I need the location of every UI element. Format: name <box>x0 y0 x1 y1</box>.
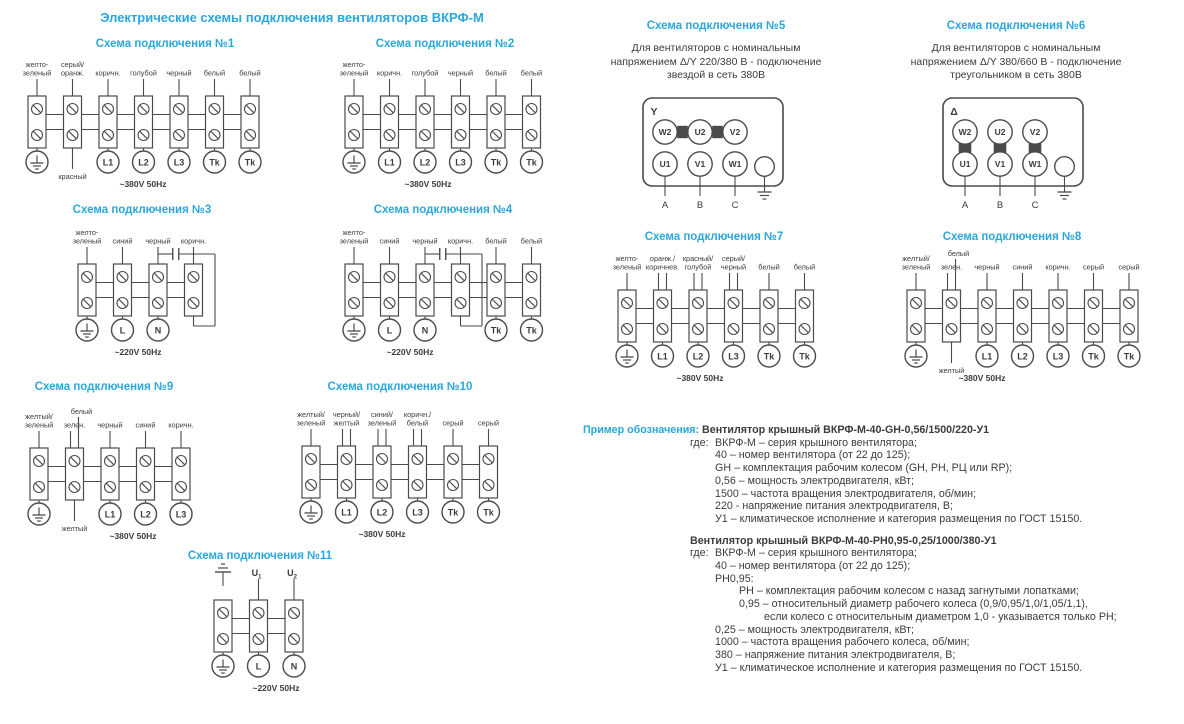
svg-text:C: C <box>731 200 739 211</box>
svg-text:черный: черный <box>447 68 474 78</box>
svg-text:черный/: черный/ <box>332 410 361 419</box>
svg-text:Y: Y <box>650 106 658 118</box>
scheme-5-title: Схема подключения №5 <box>646 20 786 32</box>
scheme-11-diagram <box>193 560 324 696</box>
example-line: 0,95 – относительный диаметр рабочего колеса (0,9/0,95/1,0/1,05/1,1), <box>739 598 1088 611</box>
terminal-block <box>1045 263 1070 368</box>
scheme-6-desc-line: Для вентиляторов с номинальным <box>931 42 1101 54</box>
scheme-9-diagram <box>9 408 211 544</box>
svg-text:N: N <box>290 661 298 672</box>
scheme-3-title: Схема подключения №3 <box>72 204 212 216</box>
terminal-block <box>412 69 439 174</box>
terminal-block <box>794 263 816 368</box>
terminal-block <box>340 60 369 173</box>
svg-text:W1: W1 <box>1028 159 1042 169</box>
svg-text:белый: белый <box>485 68 507 78</box>
svg-text:желтый: желтый <box>938 366 965 375</box>
example-line: если колесо с относительным диаметром 1,0 - указывается только РН; <box>764 610 1117 623</box>
svg-text:L1: L1 <box>384 157 395 168</box>
svg-text:~380V 50Hz: ~380V 50Hz <box>358 529 406 539</box>
terminal-block <box>939 249 970 375</box>
terminal-block <box>212 564 234 677</box>
svg-text:желтый: желтый <box>61 524 88 533</box>
example-line: РН – комплектация рабочим колесом с назад загнутыми лопатками; <box>739 585 1079 598</box>
svg-text:U1: U1 <box>959 159 971 169</box>
svg-text:B: B <box>996 200 1004 211</box>
example-line: РН0,95: <box>715 572 754 585</box>
svg-text:черный: черный <box>166 68 192 78</box>
svg-text:красный: красный <box>58 172 87 181</box>
example-lead: Пример обозначения: <box>583 424 700 436</box>
scheme-4-diagram <box>324 224 562 360</box>
svg-text:синий: синий <box>112 236 133 246</box>
svg-text:L2: L2 <box>1017 351 1028 362</box>
scheme-7-diagram <box>597 250 835 386</box>
svg-text:белый: белый <box>947 249 970 258</box>
scheme-5-desc-line: Для вентиляторов с номинальным <box>631 42 801 54</box>
svg-text:коричн./: коричн./ <box>403 410 432 419</box>
terminal-block <box>204 69 226 174</box>
svg-text:желто-: желто- <box>75 228 99 237</box>
svg-text:красный/: красный/ <box>682 254 714 263</box>
svg-text:голубой: голубой <box>684 262 712 272</box>
svg-text:U2: U2 <box>994 127 1006 137</box>
svg-text:синий: синий <box>379 236 400 246</box>
svg-text:Tk: Tk <box>244 157 256 168</box>
terminal-block <box>135 421 157 526</box>
terminal-block <box>97 421 122 526</box>
terminal-block <box>758 263 780 368</box>
svg-text:Tk: Tk <box>763 351 775 362</box>
svg-text:~380V 50Hz: ~380V 50Hz <box>109 531 157 541</box>
scheme-5-desc-line: напряжением Δ/Y 220/380 В - подключение <box>610 55 822 68</box>
svg-text:черный: черный <box>97 420 123 430</box>
terminal-block <box>683 254 714 367</box>
example-model-1: Вентилятор крышный ВКРФ-М-40-GH-0,56/1500/220-У1 <box>702 424 990 436</box>
svg-text:V1: V1 <box>994 159 1006 169</box>
svg-text:Tk: Tk <box>799 351 810 362</box>
svg-text:серый/: серый/ <box>721 254 746 263</box>
svg-text:белый: белый <box>239 68 261 78</box>
svg-text:оранж./: оранж./ <box>649 254 676 263</box>
terminal-block <box>974 263 999 368</box>
svg-text:L1: L1 <box>657 351 668 362</box>
terminal-block <box>58 60 86 181</box>
svg-text:коричнев.: коричнев. <box>645 262 680 272</box>
terminal-block <box>168 421 193 526</box>
svg-text:белый: белый <box>203 68 226 78</box>
svg-text:Tk: Tk <box>1088 351 1099 362</box>
svg-text:U1: $U_1$ <box>251 568 262 581</box>
svg-text:Tk: Tk <box>526 157 537 168</box>
svg-text:L2: L2 <box>376 507 388 518</box>
svg-text:белый: белый <box>485 236 507 246</box>
svg-text:W2: W2 <box>958 127 972 137</box>
svg-text:L2: L2 <box>692 351 704 362</box>
terminal-block <box>646 254 679 367</box>
svg-text:синий/: синий/ <box>371 410 393 419</box>
terminal-block <box>442 419 464 524</box>
svg-text:серый/: серый/ <box>60 60 85 69</box>
example-line: 220 - напряжение питания электродвигателя, В; <box>715 500 953 513</box>
svg-text:L2: L2 <box>419 157 431 168</box>
svg-text:L: L <box>386 325 393 336</box>
svg-text:L3: L3 <box>175 509 187 520</box>
scheme-5-description <box>611 42 822 83</box>
example-line: где: ВКРФ-М – серия крышного вентилятора; <box>690 547 917 560</box>
example-where: где: <box>690 436 709 449</box>
example-line: 380 – напряжение питания электродвигателя, В; <box>715 648 956 661</box>
scheme-6-desc-line: треугольником в сеть 380В <box>950 69 1082 81</box>
svg-text:коричн.: коричн. <box>180 236 207 246</box>
svg-text:Tk: Tk <box>1123 351 1135 362</box>
svg-text:N: N <box>421 325 429 336</box>
svg-text:желто-: желто- <box>25 60 49 69</box>
svg-text:Tk: Tk <box>209 157 220 168</box>
svg-text:~380V 50Hz: ~380V 50Hz <box>958 373 1006 383</box>
svg-text:L3: L3 <box>728 351 739 362</box>
svg-text:серый: серый <box>477 418 500 428</box>
svg-text:зеленый: зеленый <box>612 262 642 272</box>
svg-text:белый: белый <box>70 407 93 416</box>
svg-text:голубой: голубой <box>130 68 157 78</box>
terminal-block <box>1118 263 1140 368</box>
svg-text:W1: W1 <box>728 159 742 169</box>
terminal-block <box>379 237 401 342</box>
svg-text:серый: серый <box>442 418 464 428</box>
terminal-block <box>404 410 432 523</box>
svg-text:белый: белый <box>758 262 780 272</box>
svg-text:черный: черный <box>974 262 1000 272</box>
scheme-4-title: Схема подключения №4 <box>373 204 513 216</box>
svg-text:синий: синий <box>135 420 156 430</box>
svg-text:Tk: Tk <box>490 325 502 336</box>
page-title: Электрические схемы подключения вентиляторов ВКРФ-М <box>100 10 484 25</box>
scheme-8-diagram <box>886 250 1159 386</box>
terminal-block <box>340 228 369 341</box>
svg-text:зеленый: зеленый <box>22 68 52 78</box>
svg-text:желто-: желто- <box>615 254 639 263</box>
svg-text:L2: L2 <box>140 509 151 520</box>
terminal-block <box>23 60 52 173</box>
svg-text:Tk: Tk <box>447 507 459 518</box>
terminal-block <box>1083 263 1105 368</box>
example-line: 40 – номер вентилятора (от 22 до 125); <box>715 449 911 462</box>
terminal-block <box>145 237 170 342</box>
svg-text:белый: белый <box>793 262 816 272</box>
svg-text:черный: черный <box>720 262 747 272</box>
scheme-6-description <box>911 42 1122 83</box>
scheme-1-title: Схема подключения №1 <box>95 38 235 50</box>
terminal-block <box>239 69 261 174</box>
terminal-block <box>613 254 642 367</box>
svg-text:~380V 50Hz: ~380V 50Hz <box>404 179 452 189</box>
terminal-block <box>1012 263 1034 368</box>
example-line: 1500 – частота вращения электродвигателя, об/мин; <box>715 487 977 500</box>
svg-text:черный: черный <box>412 236 438 246</box>
svg-text:коричн.: коричн. <box>1045 262 1071 272</box>
designation-examples <box>583 424 1183 674</box>
svg-text:L3: L3 <box>173 157 185 168</box>
svg-text:зеленый: зеленый <box>339 68 369 78</box>
svg-text:C: C <box>1031 200 1039 211</box>
svg-text:V1: V1 <box>694 159 706 169</box>
example-block-2 <box>583 547 1183 674</box>
example-line: GH – комплектация рабочим колесом (GH, PH, РЦ или RP); <box>715 462 1013 475</box>
terminal-block <box>721 254 746 367</box>
svg-text:коричн.: коричн. <box>168 420 194 430</box>
svg-text:L1: L1 <box>981 351 993 362</box>
svg-text:Tk: Tk <box>490 157 502 168</box>
scheme-6-title: Схема подключения №6 <box>946 20 1086 32</box>
svg-text:зеленый: зеленый <box>72 236 102 246</box>
terminal-block <box>485 69 507 174</box>
scheme-9-title: Схема подключения №9 <box>34 381 174 393</box>
terminal-block <box>478 419 500 524</box>
svg-text:зеленый: зеленый <box>367 418 397 428</box>
svg-text:L2: L2 <box>138 157 149 168</box>
terminal-block <box>333 410 361 523</box>
svg-text:L: L <box>255 661 262 672</box>
example-line: 0,25 – мощность электродвигателя, кВт; <box>715 623 915 636</box>
example-line: У1 – климатическое исполнение и категория размещения по ГОСТ 15150. <box>715 661 1083 674</box>
example-where: где: <box>690 547 709 560</box>
svg-text:зелен.: зелен. <box>940 262 963 272</box>
example-line: У1 – климатическое исполнение и категория размещения по ГОСТ 15150. <box>715 512 1083 525</box>
scheme-1-diagram <box>7 56 280 192</box>
svg-text:Δ: Δ <box>950 106 958 118</box>
svg-text:желтый/: желтый/ <box>297 410 325 419</box>
svg-text:A: A <box>961 200 969 211</box>
terminal-block <box>62 407 93 533</box>
terminal-block <box>448 69 473 174</box>
svg-text:~220V 50Hz: ~220V 50Hz <box>114 347 162 357</box>
scheme-5-diagram <box>633 90 845 216</box>
svg-text:L1: L1 <box>341 507 352 518</box>
scheme-8-title: Схема подключения №8 <box>942 231 1082 243</box>
svg-text:U2: $U_2$ <box>287 568 297 581</box>
scheme-10-title: Схема подключения №10 <box>327 381 473 393</box>
svg-text:серый: серый <box>1082 262 1105 272</box>
svg-text:желто-: желто- <box>342 60 366 69</box>
terminal-block <box>448 237 473 317</box>
svg-text:серый: серый <box>1118 262 1140 272</box>
terminal-block <box>248 568 270 677</box>
svg-text:L3: L3 <box>1052 351 1064 362</box>
svg-text:белый: белый <box>406 418 429 428</box>
scheme-5-desc-line: звездой в сеть 380В <box>666 69 766 81</box>
svg-text:желтый/: желтый/ <box>25 412 53 421</box>
example-line: где: ВКРФ-М – серия крышного вентилятора; <box>690 436 917 449</box>
svg-text:~220V 50Hz: ~220V 50Hz <box>386 347 434 357</box>
terminal-block <box>902 254 931 367</box>
example-title-line-1 <box>583 424 1183 437</box>
terminal-block <box>166 69 191 174</box>
svg-text:голубой: голубой <box>411 68 439 78</box>
terminal-block <box>412 237 437 342</box>
svg-text:зелен.: зелен. <box>63 420 86 430</box>
svg-text:~220V 50Hz: ~220V 50Hz <box>252 683 300 693</box>
terminal-block <box>297 410 326 523</box>
svg-text:V2: V2 <box>729 127 741 137</box>
scheme-7-title: Схема подключения №7 <box>644 231 784 243</box>
terminal-block <box>181 237 206 317</box>
svg-text:Tk: Tk <box>483 507 494 518</box>
svg-text:зеленый: зеленый <box>901 262 931 272</box>
svg-text:L1: L1 <box>102 157 114 168</box>
svg-text:черный: черный <box>145 236 171 246</box>
svg-text:коричн.: коричн. <box>376 68 403 78</box>
svg-text:U1: U1 <box>659 159 671 169</box>
scheme-6-desc-line: напряжением Δ/Y 380/660 В - подключение <box>910 55 1122 68</box>
svg-text:N: N <box>154 325 162 336</box>
terminal-block <box>95 69 120 174</box>
terminal-block <box>368 410 397 523</box>
svg-text:L: L <box>119 325 126 336</box>
terminal-block <box>377 69 402 174</box>
svg-text:~380V 50Hz: ~380V 50Hz <box>119 179 167 189</box>
svg-text:~380V 50Hz: ~380V 50Hz <box>676 373 724 383</box>
example-title-line-2 <box>690 535 1183 548</box>
svg-text:желто-: желто- <box>342 228 366 237</box>
scheme-11-title: Схема подключения №11 <box>187 550 333 562</box>
svg-text:V2: V2 <box>1029 127 1041 137</box>
svg-text:W2: W2 <box>658 127 672 137</box>
example-line: 1000 – частота вращения рабочего колеса, об/мин; <box>715 636 970 649</box>
svg-text:L3: L3 <box>412 507 423 518</box>
svg-text:L3: L3 <box>455 157 466 168</box>
example-block-1 <box>583 437 1183 526</box>
scheme-2-diagram <box>324 56 562 192</box>
svg-text:коричн.: коричн. <box>447 236 474 246</box>
example-model-2: Вентилятор крышный ВКРФ-М-40-РН0,95-0,25/1000/380-У1 <box>690 534 997 547</box>
svg-text:зеленый: зеленый <box>296 418 326 428</box>
scheme-3-diagram <box>57 224 224 360</box>
terminal-block <box>485 237 507 342</box>
svg-text:белый: белый <box>520 236 543 246</box>
svg-text:зеленый: зеленый <box>339 236 369 246</box>
example-line: 40 – номер вентилятора (от 22 до 125); <box>715 560 911 573</box>
svg-text:Tk: Tk <box>526 325 537 336</box>
terminal-block <box>25 412 54 525</box>
scheme-2-title: Схема подключения №2 <box>375 38 515 50</box>
example-line: 0,56 – мощность электродвигателя, кВт; <box>715 474 915 487</box>
scheme-6-diagram <box>933 90 1145 216</box>
svg-text:желтый/: желтый/ <box>902 254 930 263</box>
svg-text:белый: белый <box>520 68 543 78</box>
svg-text:коричн.: коричн. <box>95 68 121 78</box>
terminal-block <box>521 69 543 174</box>
svg-text:B: B <box>696 200 704 211</box>
svg-text:U2: U2 <box>694 127 706 137</box>
svg-text:оранж.: оранж. <box>60 68 85 78</box>
svg-text:L1: L1 <box>104 509 116 520</box>
terminal-block <box>283 568 305 677</box>
terminal-block <box>112 237 134 342</box>
terminal-block <box>73 228 102 341</box>
svg-text:синий: синий <box>1012 262 1033 272</box>
terminal-block <box>130 69 157 174</box>
scheme-10-diagram <box>281 406 519 542</box>
svg-text:A: A <box>661 200 669 211</box>
terminal-block <box>521 237 543 342</box>
svg-text:желтый: желтый <box>333 418 360 428</box>
svg-text:зеленый: зеленый <box>24 420 54 430</box>
